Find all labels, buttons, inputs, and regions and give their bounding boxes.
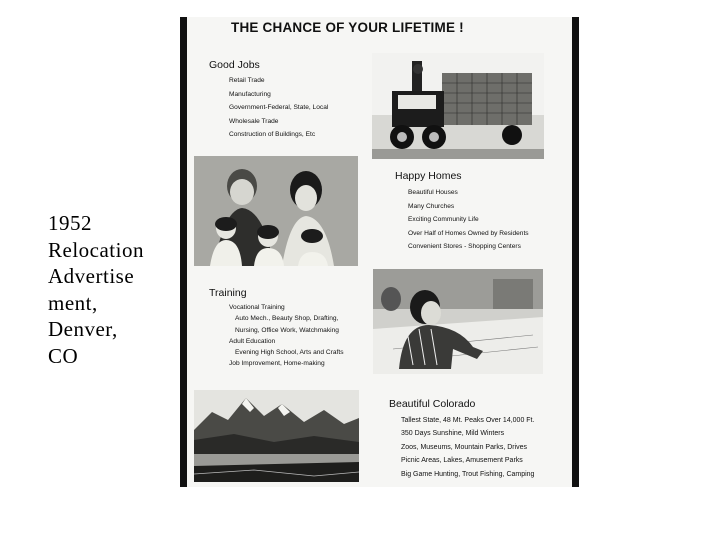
list-item: Construction of Buildings, Etc	[229, 131, 316, 139]
relocation-poster	[180, 17, 579, 487]
list-item: Zoos, Museums, Mountain Parks, Drives	[401, 443, 528, 451]
list-item: Manufacturing	[229, 90, 271, 98]
list-item: Auto Mech., Beauty Shop, Drafting,	[235, 315, 339, 323]
caption-line: CO	[48, 343, 79, 368]
poster-headline: THE CHANCE OF YOUR LIFETIME !	[231, 20, 464, 35]
mountain-photo	[194, 390, 359, 482]
list-item: Wholesale Trade	[229, 117, 279, 125]
list-item: 350 Days Sunshine, Mild Winters	[401, 430, 505, 438]
caption-line: Denver,	[48, 317, 118, 341]
list-item: Many Churches	[408, 202, 455, 210]
poster-sheet	[187, 17, 572, 487]
caption-line: ment,	[48, 290, 98, 315]
drafting-photo	[373, 269, 543, 374]
colorado-list	[401, 414, 534, 481]
list-item: Convenient Stores - Shopping Centers	[408, 243, 521, 251]
list-item: Retail Trade	[229, 77, 265, 84]
forklift-photo	[372, 53, 544, 159]
list-item: Evening High School, Arts and Crafts	[235, 349, 344, 357]
section-title-training: Training	[209, 287, 247, 299]
caption-line: Advertise	[48, 264, 135, 288]
list-item: Picnic Areas, Lakes, Amusement Parks	[401, 457, 523, 465]
caption-line: 1952	[48, 211, 92, 235]
family-photo	[194, 156, 358, 266]
section-title-beautiful-colorado: Beautiful Colorado	[389, 398, 476, 410]
list-item: Nursing, Office Work, Watchmaking	[235, 326, 339, 334]
list-item: Beautiful Houses	[408, 189, 458, 196]
list-item: Vocational Training	[229, 304, 285, 311]
list-item: Adult Education	[229, 337, 276, 345]
list-item: Job Improvement, Home-making	[229, 360, 325, 368]
good-jobs-list	[229, 74, 328, 142]
list-item: Over Half of Homes Owned by Residents	[408, 229, 529, 237]
caption-line: Relocation	[48, 237, 144, 262]
slide-caption	[48, 210, 178, 369]
list-item: Exciting Community Life	[408, 216, 479, 224]
list-item: Government-Federal, State, Local	[229, 104, 329, 112]
list-item: Tallest State, 48 Mt. Peaks Over 14,000 Ft.	[401, 417, 535, 424]
list-item: Big Game Hunting, Trout Fishing, Camping	[401, 470, 535, 478]
section-title-happy-homes: Happy Homes	[395, 170, 462, 182]
section-title-good-jobs: Good Jobs	[209, 59, 260, 71]
training-list	[229, 302, 344, 370]
happy-homes-list	[408, 186, 529, 254]
